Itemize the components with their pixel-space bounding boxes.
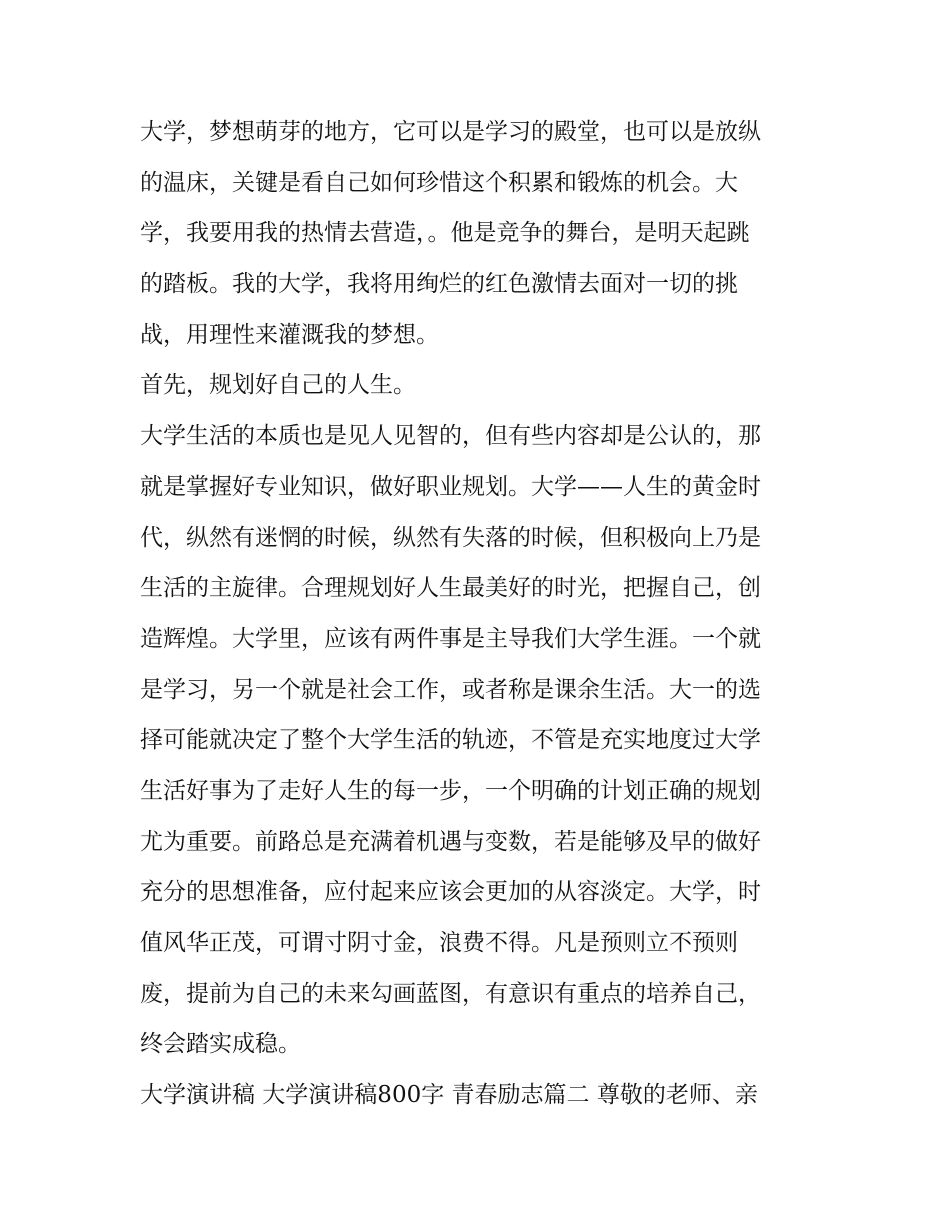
- text-line: 学，我要用我的热情去营造，。他是竞争的舞台，是明天起跳: [140, 220, 750, 247]
- text-line: 战，用理性来灌溉我的梦想。: [140, 321, 439, 348]
- text-line: 造辉煌。大学里，应该有两件事是主导我们大学生涯。一个就: [140, 625, 761, 652]
- text-line: 大学演讲稿 大学演讲稿800字 青春励志篇二 尊敬的老师、亲: [140, 1082, 758, 1109]
- text-line: 生活好事为了走好人生的每一步，一个明确的计划正确的规划: [140, 777, 761, 804]
- text-line: 大学生活的本质也是见人见智的，但有些内容却是公认的，那: [140, 423, 761, 450]
- text-line: 终会踏实成稳。: [140, 1031, 301, 1058]
- text-line: 尤为重要。前路总是充满着机遇与变数，若是能够及早的做好: [140, 828, 761, 855]
- text-line: 废，提前为自己的未来勾画蓝图，有意识有重点的培养自己，: [140, 980, 761, 1007]
- text-line: 充分的思想准备，应付起来应该会更加的从容淡定。大学，时: [140, 879, 761, 906]
- text-line: 代，纵然有迷惘的时候，纵然有失落的时候，但积极向上乃是: [140, 524, 761, 551]
- text-line: 就是掌握好专业知识，做好职业规划。大学——人生的黄金时: [140, 473, 761, 500]
- paragraph-heading-first: [140, 360, 820, 411]
- text-line: 择可能就决定了整个大学生活的轨迹，不管是充实地度过大学: [140, 727, 761, 754]
- document-page: [140, 107, 820, 1121]
- text-line: 大学，梦想萌芽的地方，它可以是学习的殿堂，也可以是放纵: [140, 119, 761, 145]
- text-line: 首先，规划好自己的人生。: [140, 372, 416, 399]
- text-line: 的温床，关键是看自己如何珍惜这个积累和锻炼的机会。大: [140, 169, 738, 196]
- text-line: 的踏板。我的大学，我将用绚烂的红色激情去面对一切的挑: [140, 271, 738, 298]
- text-line: 生活的主旋律。合理规划好人生最美好的时光，把握自己，创: [140, 575, 761, 602]
- paragraph-body: [140, 411, 820, 1070]
- text-line: 值风华正茂，可谓寸阴寸金，浪费不得。凡是预则立不预则: [140, 930, 738, 956]
- paragraph-next-title: [140, 1070, 820, 1121]
- paragraph-intro: [140, 107, 820, 360]
- text-line: 是学习，另一个就是社会工作，或者称是课余生活。大一的选: [140, 676, 761, 703]
